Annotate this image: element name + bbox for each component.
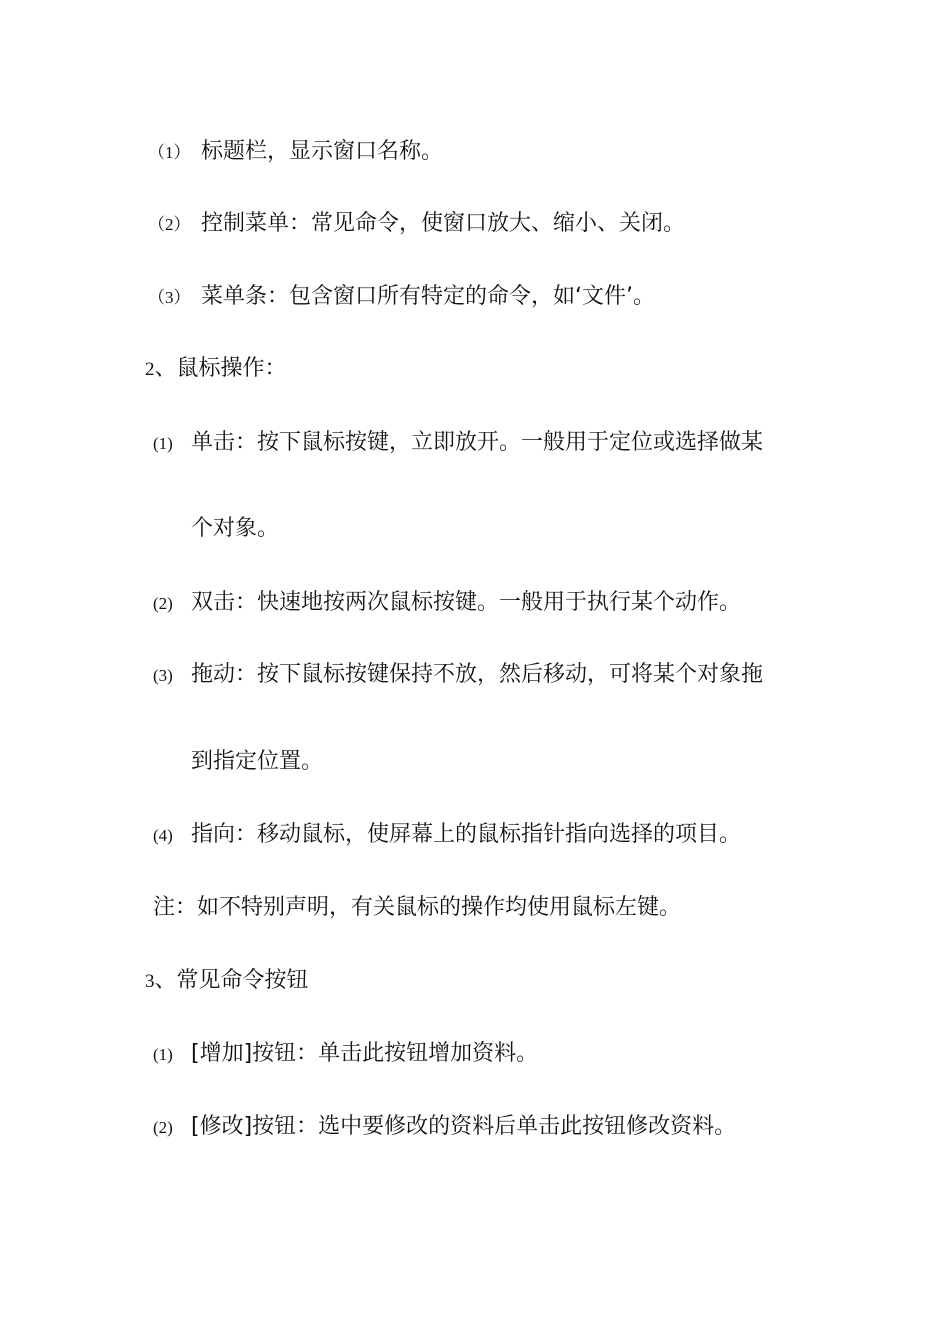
section-number: 2	[145, 359, 155, 380]
item-number: （2）	[148, 215, 191, 234]
item-number: (3)	[153, 666, 173, 685]
item-number: (2)	[153, 594, 173, 613]
item-text: 菜单条：包含窗口所有特定的命令，如‘文件’。	[201, 284, 655, 309]
item-text: [修改]按钮：选中要修改的资料后单击此按钮修改资料。	[191, 1114, 737, 1139]
note-text: 注：如不特别声明，有关鼠标的操作均使用鼠标左键。	[153, 895, 682, 920]
item-text: 到指定位置。	[191, 749, 324, 774]
section-number: 3	[145, 971, 155, 992]
item-number: (1)	[153, 1045, 173, 1064]
item-text: 个对象。	[191, 516, 280, 541]
item-text: 单击：按下鼠标按键，立即放开。一般用于定位或选择做某	[191, 430, 764, 455]
item-text: 拖动：按下鼠标按键保持不放，然后移动，可将某个对象拖	[191, 662, 764, 687]
item-number: (2)	[153, 1118, 173, 1137]
item-text: 指向：移动鼠标，使屏幕上的鼠标指针指向选择的项目。	[191, 822, 742, 847]
item-text: [增加]按钮：单击此按钮增加资料。	[191, 1041, 539, 1066]
item-number: （3）	[148, 288, 191, 307]
item-text: 双击：快速地按两次鼠标按键。一般用于执行某个动作。	[191, 590, 742, 615]
item-number: (1)	[153, 434, 173, 453]
item-number: (4)	[153, 826, 173, 845]
item-text: 标题栏，显示窗口名称。	[201, 139, 444, 164]
item-text: 控制菜单：常见命令，使窗口放大、缩小、关闭。	[201, 211, 686, 236]
section-title: 、鼠标操作：	[154, 356, 287, 381]
item-number: （1）	[148, 143, 191, 162]
section-title: 、常见命令按钮	[154, 968, 309, 993]
